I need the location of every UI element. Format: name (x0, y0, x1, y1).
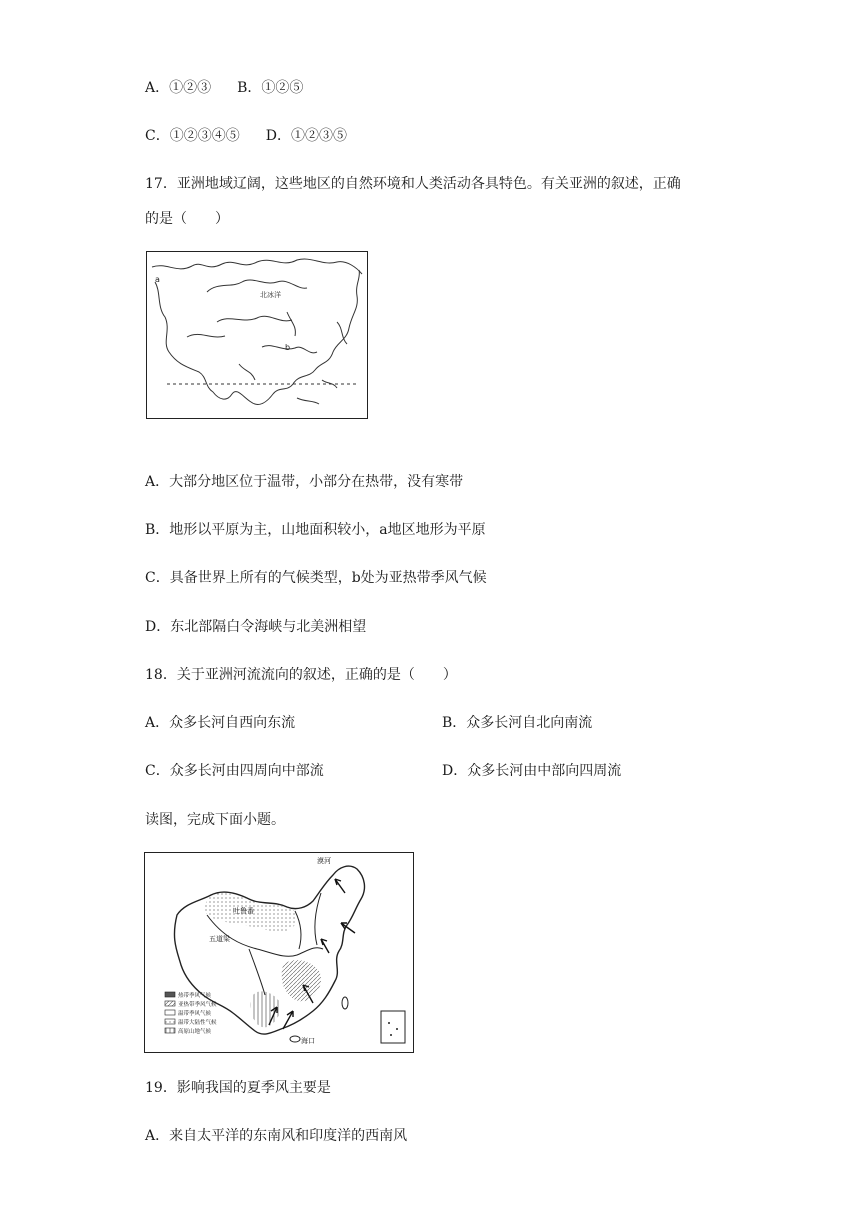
legend-item-temperate-continental: 温带大陆性气候 (178, 1020, 217, 1026)
q17-option-c: C．具备世界上所有的气候类型，b处为亚热带季风气候 (145, 570, 487, 586)
china-map-label-mohe: 漠河 (317, 857, 331, 865)
asia-map-figure (146, 251, 368, 419)
china-map-label-turpan: 吐鲁番 (233, 907, 254, 915)
asia-map-drawing (147, 252, 366, 417)
china-climate-map-figure (144, 852, 414, 1053)
q18-option-a: A．众多长河自西向东流 (145, 715, 296, 731)
q18-option-b: B．众多长河自北向南流 (442, 715, 593, 731)
q16-options-row-2 (145, 126, 347, 146)
q16-option-c: C．①②③④⑤ (145, 128, 240, 144)
legend-item-subtropical-monsoon: 亚热带季风气候 (178, 1002, 217, 1008)
q17-stem-line-2: 的是（ ） (145, 211, 229, 227)
china-map-label-haikou: 海口 (301, 1037, 315, 1045)
q17-stem-line-1: 17．亚洲地域辽阔，这些地区的自然环境和人类活动各具特色。有关亚洲的叙述，正确 (145, 176, 681, 192)
svg-text:a: a (155, 275, 160, 284)
legend-item-temperate-monsoon: 温带季风气候 (178, 1011, 212, 1017)
q16-option-b: B．①②⑤ (237, 80, 304, 96)
china-map-label-wudaoliang: 五道梁 (209, 935, 230, 943)
q19-option-a: A．来自太平洋的东南风和印度洋的西南风 (145, 1128, 408, 1144)
q18-option-d: D．众多长河由中部向四周流 (442, 763, 622, 779)
china-map-legend (165, 991, 217, 1035)
q19-stem: 19．影响我国的夏季风主要是 (145, 1080, 331, 1096)
q16-options-row-1 (145, 78, 303, 98)
legend-item-plateau-mountain: 高原山地气候 (178, 1029, 212, 1035)
q16-option-a: A．①②③ (145, 80, 212, 96)
q17-option-a: A．大部分地区位于温带，小部分在热带，没有寒带 (145, 474, 464, 490)
asia-map-label: 北冰洋 (260, 291, 281, 299)
q17-option-b: B．地形以平原为主，山地面积较小，a地区地形为平原 (145, 522, 486, 538)
q18-option-c: C．众多长河由四周向中部流 (145, 763, 324, 779)
svg-text:b: b (285, 343, 291, 352)
q17-option-d: D．东北部隔白令海峡与北美洲相望 (145, 619, 367, 635)
reading-intro: 读图，完成下面小题。 (145, 812, 285, 828)
legend-item-tropical-monsoon: 热带季风气候 (178, 993, 212, 999)
q16-option-d: D．①②③⑤ (265, 128, 347, 144)
china-climate-map-drawing (145, 853, 412, 1051)
q18-stem: 18．关于亚洲河流流向的叙述，正确的是（ ） (145, 667, 457, 683)
